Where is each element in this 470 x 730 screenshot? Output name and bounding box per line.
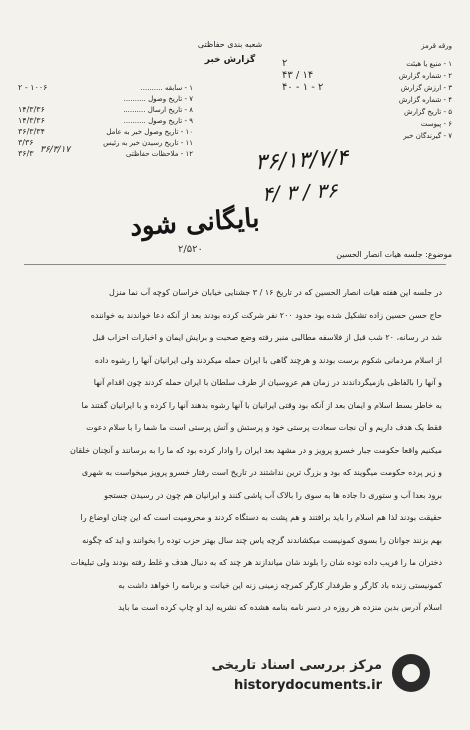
- report-body: [22, 282, 442, 620]
- body-line: دختران ما را فریب داده توده شان را بلوند شان میاندازند هر چند که به دنبال هدف و غلط رفته بودند ولی تبلیغات: [70, 558, 442, 567]
- left-form-handwritten: ۳۶/۳/۳۴: [18, 128, 45, 136]
- handwritten-number-2: ۴/ ۳ / ۳۶: [261, 178, 339, 206]
- left-form-label: ۱ - سابقه ..........: [140, 84, 193, 92]
- body-line: حاج حسن حسین زاده تشکیل شده بود حدود ۲۰۰ نفر شرکت کرده بودند بعد از آنکه دعا خواندند به خواننده: [90, 310, 442, 320]
- subject-line: موضوع: جلسه هیات انصار الحسین: [336, 250, 452, 259]
- divider: [24, 264, 446, 265]
- right-form-row: [282, 108, 452, 120]
- right-form: [282, 60, 452, 144]
- right-form-label: ۴ - شماره گزارش: [398, 96, 452, 104]
- right-form-row: [282, 84, 452, 96]
- body-line: شد در رسانه، ۲۰ شب قبل از فلاسفه مطالبی منبر رفته وضع صحبت و برایش ایمان و اخبارات احزاب قبل: [92, 333, 442, 342]
- body-line: حقیقت بودند لذا هم اسلام را باید برافتند و هم پشت به دستگاه کردند و محرومیت است که این چنان اوضاع را: [80, 513, 442, 522]
- watermark-persian: مرکز بررسی اسناد تاریخی: [211, 658, 382, 673]
- department-label: شعبه بندی حفاظتی: [197, 40, 263, 49]
- body-line: از اسلام مردمانی شکوم برست بودند و هرچند گاهی با ایران حمله میکردند ولی ایرانیان آنها را رشوه داده: [94, 355, 442, 365]
- body-line: و آنها را بالفاظی بازمیگرداندند در زمان هم عروسیان از طرف سلطان با ایران حمله کردند چون اقدام آنها: [93, 378, 442, 387]
- right-form-handwritten: ۲: [282, 58, 288, 69]
- body-line: و زیر پرده حکومت میگویند که بود و بزرگ ترین نداشتند در تاریخ است رفتار خسرو پرویز میخواست به شهری: [81, 468, 442, 477]
- handwritten-left-note: ۳۶/۳/۱۷: [40, 145, 71, 155]
- right-form-label: ۲ - شماره گزارش: [398, 72, 452, 80]
- archive-logo-icon: [392, 654, 430, 692]
- left-form-label: ۱۲ - ملاحظات حفاظتی: [126, 150, 193, 158]
- left-form-row: [18, 84, 193, 95]
- left-form-label: ۱۰ - تاریخ وصول خبر به عامل: [106, 128, 193, 136]
- right-form-handwritten: ۴۳ / ۱۴: [282, 70, 314, 81]
- right-form-label: ۵ - تاریخ گزارش: [404, 108, 452, 116]
- body-line: میکنیم واقعا حکومت جبار خسرو پرویز و در مشهد بعد ایران را وادار کرده بود که ما را به برسانند و آنچنان خلقان: [70, 445, 442, 455]
- left-form-label: ۷ - تاریخ وصول ..........: [123, 95, 193, 103]
- stamp-number: ۲/۵۲۰: [178, 244, 203, 255]
- left-form-row: [18, 117, 193, 128]
- report-title: گزارش خبر: [204, 55, 256, 65]
- left-form-row: [18, 106, 193, 117]
- body-line: برود بعدا آب و ستوری دا جاده ها به سوی را بالاک آب پاشی کنند و ایرانیان هم چون در رسیدن جستجو: [104, 490, 442, 500]
- right-form-label: ۶ - پیوست: [420, 120, 452, 128]
- left-form-handwritten: ۱۴/۳/۳۶: [18, 106, 45, 114]
- left-form-handwritten: ۱۴/۳/۳۶: [18, 117, 45, 125]
- body-line: کمونیستی زنده باد کارگر و طرفدار کارگر کمرچه زمینی زنه این خیانت و برنامه را خواهد داشت به: [118, 580, 442, 590]
- left-form-handwritten: ۲ - ۱۰۰۶: [18, 84, 48, 92]
- left-form-handwritten: ۳۶/۳: [18, 150, 34, 158]
- archive-stamp: بایگانی شود: [129, 203, 261, 243]
- body-line: در جلسه این هفته هیات انصار الحسین که در تاریخ ۱۶ / ۳ جشنایی خیابان خراسان کوچه آب نما منزل: [109, 288, 442, 297]
- left-form-label: ۹ - تاریخ وصول ..........: [123, 117, 193, 125]
- right-form-label: ۳ - ارزش گزارش: [400, 84, 452, 92]
- left-form-row: [18, 95, 193, 106]
- top-right-tag: ورقه قرمز: [421, 42, 452, 50]
- right-form-handwritten: ۴۰ - ۱ - ۲: [282, 82, 324, 93]
- body-line: فقط یک هدف داریم و آن نجات سعادت پرستی خود و پرستش و آتش پرستی است ما شما را با سلام دعوت: [86, 423, 442, 432]
- body-line: بهم بزنند جوانان را بسوی کمونیست میکشاندند گرچه یاس چند سال بهتر حزب توده را بخوانند و اید که چگونه: [82, 535, 442, 545]
- body-line: به خاطر بسط اسلام و ایمان بعد از آنکه بود وقتی ایرانیان با آنها رشوه بدهند آنها را کرده و با ایرانیان گفتند ما: [81, 400, 442, 410]
- right-form-label: ۷ - گیرندگان خبر: [403, 132, 452, 140]
- right-form-row: [282, 120, 452, 132]
- left-form-label: ۸ - تاریخ ارسال ..........: [123, 106, 193, 114]
- handwritten-number-1: ۳۶/۱۳/۷/۴: [254, 145, 349, 176]
- left-form-row: [18, 128, 193, 139]
- watermark: [130, 656, 430, 700]
- right-form-row: [282, 96, 452, 108]
- right-form-label: ۱ - منبع یا هیئت: [406, 60, 452, 68]
- right-form-row: [282, 132, 452, 144]
- left-form-handwritten: ۳/۳۶: [18, 139, 34, 147]
- left-form-label: ۱۱ - تاریخ رسیدن خبر به رئیس: [103, 139, 193, 147]
- body-line: اسلام آدرس بدین منزده هر روزه در دسر نامه بنامه هشده که نشریه اید او چاپ کرده است ما باید: [118, 603, 442, 612]
- watermark-url: historydocuments.ir: [233, 678, 382, 693]
